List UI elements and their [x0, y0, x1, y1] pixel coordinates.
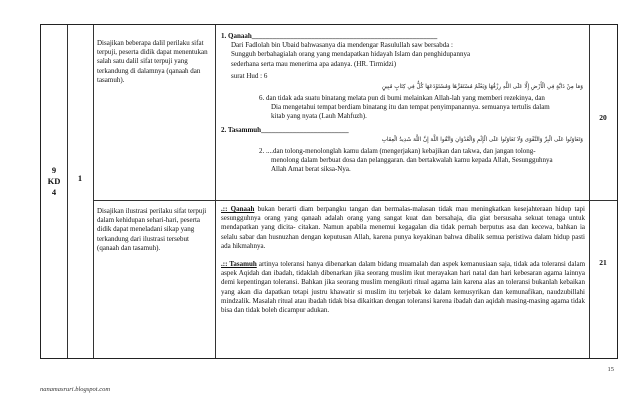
hadith-line: Dari Fadlolah bin Ubaid bahwasanya dia mendengar Rasulullah saw bersabda : [231, 41, 453, 50]
translation-line: menolong dalam berbuat dosa dan pelanggaran. dan bertakwalah kamu kepada Allah, Sesungguhnya [271, 156, 553, 165]
page-number: 15 [607, 366, 614, 373]
qanaah-paragraph [221, 205, 585, 251]
tasamuh-label: .:: Tasamuh [221, 260, 257, 269]
translation-line: Allah Amat berat siksa-Nya. [271, 165, 351, 174]
tasamuh-paragraph [221, 260, 585, 315]
indicator-text [97, 39, 211, 85]
question-content-1 [221, 32, 583, 174]
column-divider [215, 25, 216, 358]
translation-line: kitab yang nyata (Lauh Mahfuzh). [271, 112, 367, 121]
tasamuh-text: artinya toleransi hanya dibenarkan dalam bidang muamalah dan aspek kemanusiaan saja, tidak ada toleransi dalam aspek Aqidah dan ibadah, tidaklah dibenarkan jika seorang muslim ikut merayakan hari natal dan hari kebesaran agama lainnya demi kepentingan toleransi. Bahkan jika seorang muslim mengikuti ritual agama lain karena alas an toleransi bukanlah kebaikan yang akan dia dapatkan tetapi justru khawatir si muslim itu terjebak ke dalam kemusyrikan dan kemunafikan, naudzubillahi mindzalik. Masalah ritual atau ibadah tidak bisa dikaitkan dengan toleransi karena ibadah dan aqidah masing-masing agama tidak bisa dan tidak boleh dicampur adukan. [221, 260, 586, 315]
item-number-20: 20 [599, 113, 607, 122]
hadith-line: Sungguh berbahagialah orang yang mendapatkan hidayah Islam dan penghidupannya [231, 50, 471, 59]
column-divider [93, 25, 94, 358]
hadith-line: sederhana serta mau menerima apa adanya. (HR. Tirmidzi) [231, 59, 397, 68]
indicator-2: Disajikan ilustrasi perilaku sifat terpuji dalam kehidupan sehari-hari, peserta didik dapat meneladani sikap yang terkandung dari ilustrasi tersebut (qanaah dan tasamuh). [97, 207, 207, 252]
kd-cell [41, 165, 67, 198]
arabic-verse: ﻭَﺗَﻌَﺎﻭَﻧُﻮﺍ ﻋَﻠَﻰ ﺍﻟْﺒِﺮِّ ﻭَﺍﻟﺘَّﻘْﻮَﻯ ﻭَﻟَﺎ ﺗَﻌَﺎﻭَﻧُﻮﺍ ﻋَﻠَﻰ ﺍﻟْﺈِﺛْﻢِ ﻭَﺍﻟْﻌُﺪْﻭَﺍﻥِ ﻭَﺍﺗَّﻘُﻮﺍ ﺍﻟﻠَّﻪَ ﺇِﻥَّ ﺍﻟﻠَّﻪَ ﺷَﺪِﻳﺪُ ﺍﻟْﻌِﻘَﺎﺏِ [381, 136, 583, 143]
row-divider [93, 200, 617, 201]
translation-line: 6. dan tidak ada suatu binatang melata pun di bumi melainkan Allah-lah yang memberi rezekinya, dan [259, 94, 545, 103]
kd-number: 9 [51, 165, 57, 175]
question-content-2 [221, 205, 585, 315]
surah-ref: surat Hud : 6 [231, 71, 268, 80]
kd-label: KD [47, 176, 61, 186]
item-number-21: 21 [599, 258, 607, 267]
column-divider [589, 25, 590, 358]
indicator-1: Disajikan beberapa dalil perilaku sifat terpuji, peserta didik dapat menentukan salah satu dalil sifat terpuji yang terkandung di dalamnya (qanaah dan tasamuh). [97, 39, 208, 84]
qanaah-label: .:: Qanaah [221, 205, 255, 213]
kd-sub-number: 4 [51, 187, 57, 197]
question-table [40, 24, 618, 359]
row-number: 1 [77, 173, 83, 183]
column-divider [67, 25, 68, 358]
heading-qanaah: 1. Qanaah_____________________________________________________ [221, 32, 438, 40]
heading-tasammuh: 2. Tasammuh_________________________ [221, 125, 349, 134]
translation-line: 2. ....dan tolong-menolonglah kamu dalam (mengerjakan) kebajikan dan takwa, dan jangan tolong- [259, 146, 536, 155]
arabic-verse: ﻭَﻣَﺎ ﻣِﻦْ ﺩَﺍﺑَّﺔٍ ﻓِﻲ ﺍﻟْﺄَﺭْﺽِ ﺇِﻟَّﺎ ﻋَﻠَﻰ ﺍﻟﻠَّﻪِ ﺭِﺯْﻗُﻬَﺎ ﻭَﻳَﻌْﻠَﻢُ ﻣُﺴْﺘَﻘَﺮَّﻫَﺎ ﻭَﻣُﺴْﺘَﻮْﺩَﻋَﻬَﺎ ﻛُﻞٌّ ﻓِﻲ ﻛِﺘَﺎﺏٍ ﻣُﺒِﻴﻦٍ [381, 84, 583, 91]
translation-line: Dia mengetahui tempat berdiam binatang itu dan tempat penyimpanannya. semuanya tertulis dalam [271, 103, 550, 112]
qanaah-text: bukan berarti diam berpangku tangan dan bermalas-malasan tidak mau meningkatkan kesejahteraan hidup tapi sesungguhnya orang yang qanaah adalah orang yang sangat kuat dan bersahaja, dia giat bersusaha sekuat tenaga untuk mendapatkan yang dicita- citakan. Namun apabila menemui kegagalan dia tidak pernah berputus asa dan kecewa, bahkan ia selalu sabar dan husnuzhan dengan keputusan Allah, karena punya keyakinan bahwa dibalik semua peristiwa dalam hidup pasti ada hikmahnya. [221, 205, 585, 250]
blog-url: nanamasruri.blogspot.com [40, 386, 111, 393]
indicator-text [97, 207, 211, 253]
